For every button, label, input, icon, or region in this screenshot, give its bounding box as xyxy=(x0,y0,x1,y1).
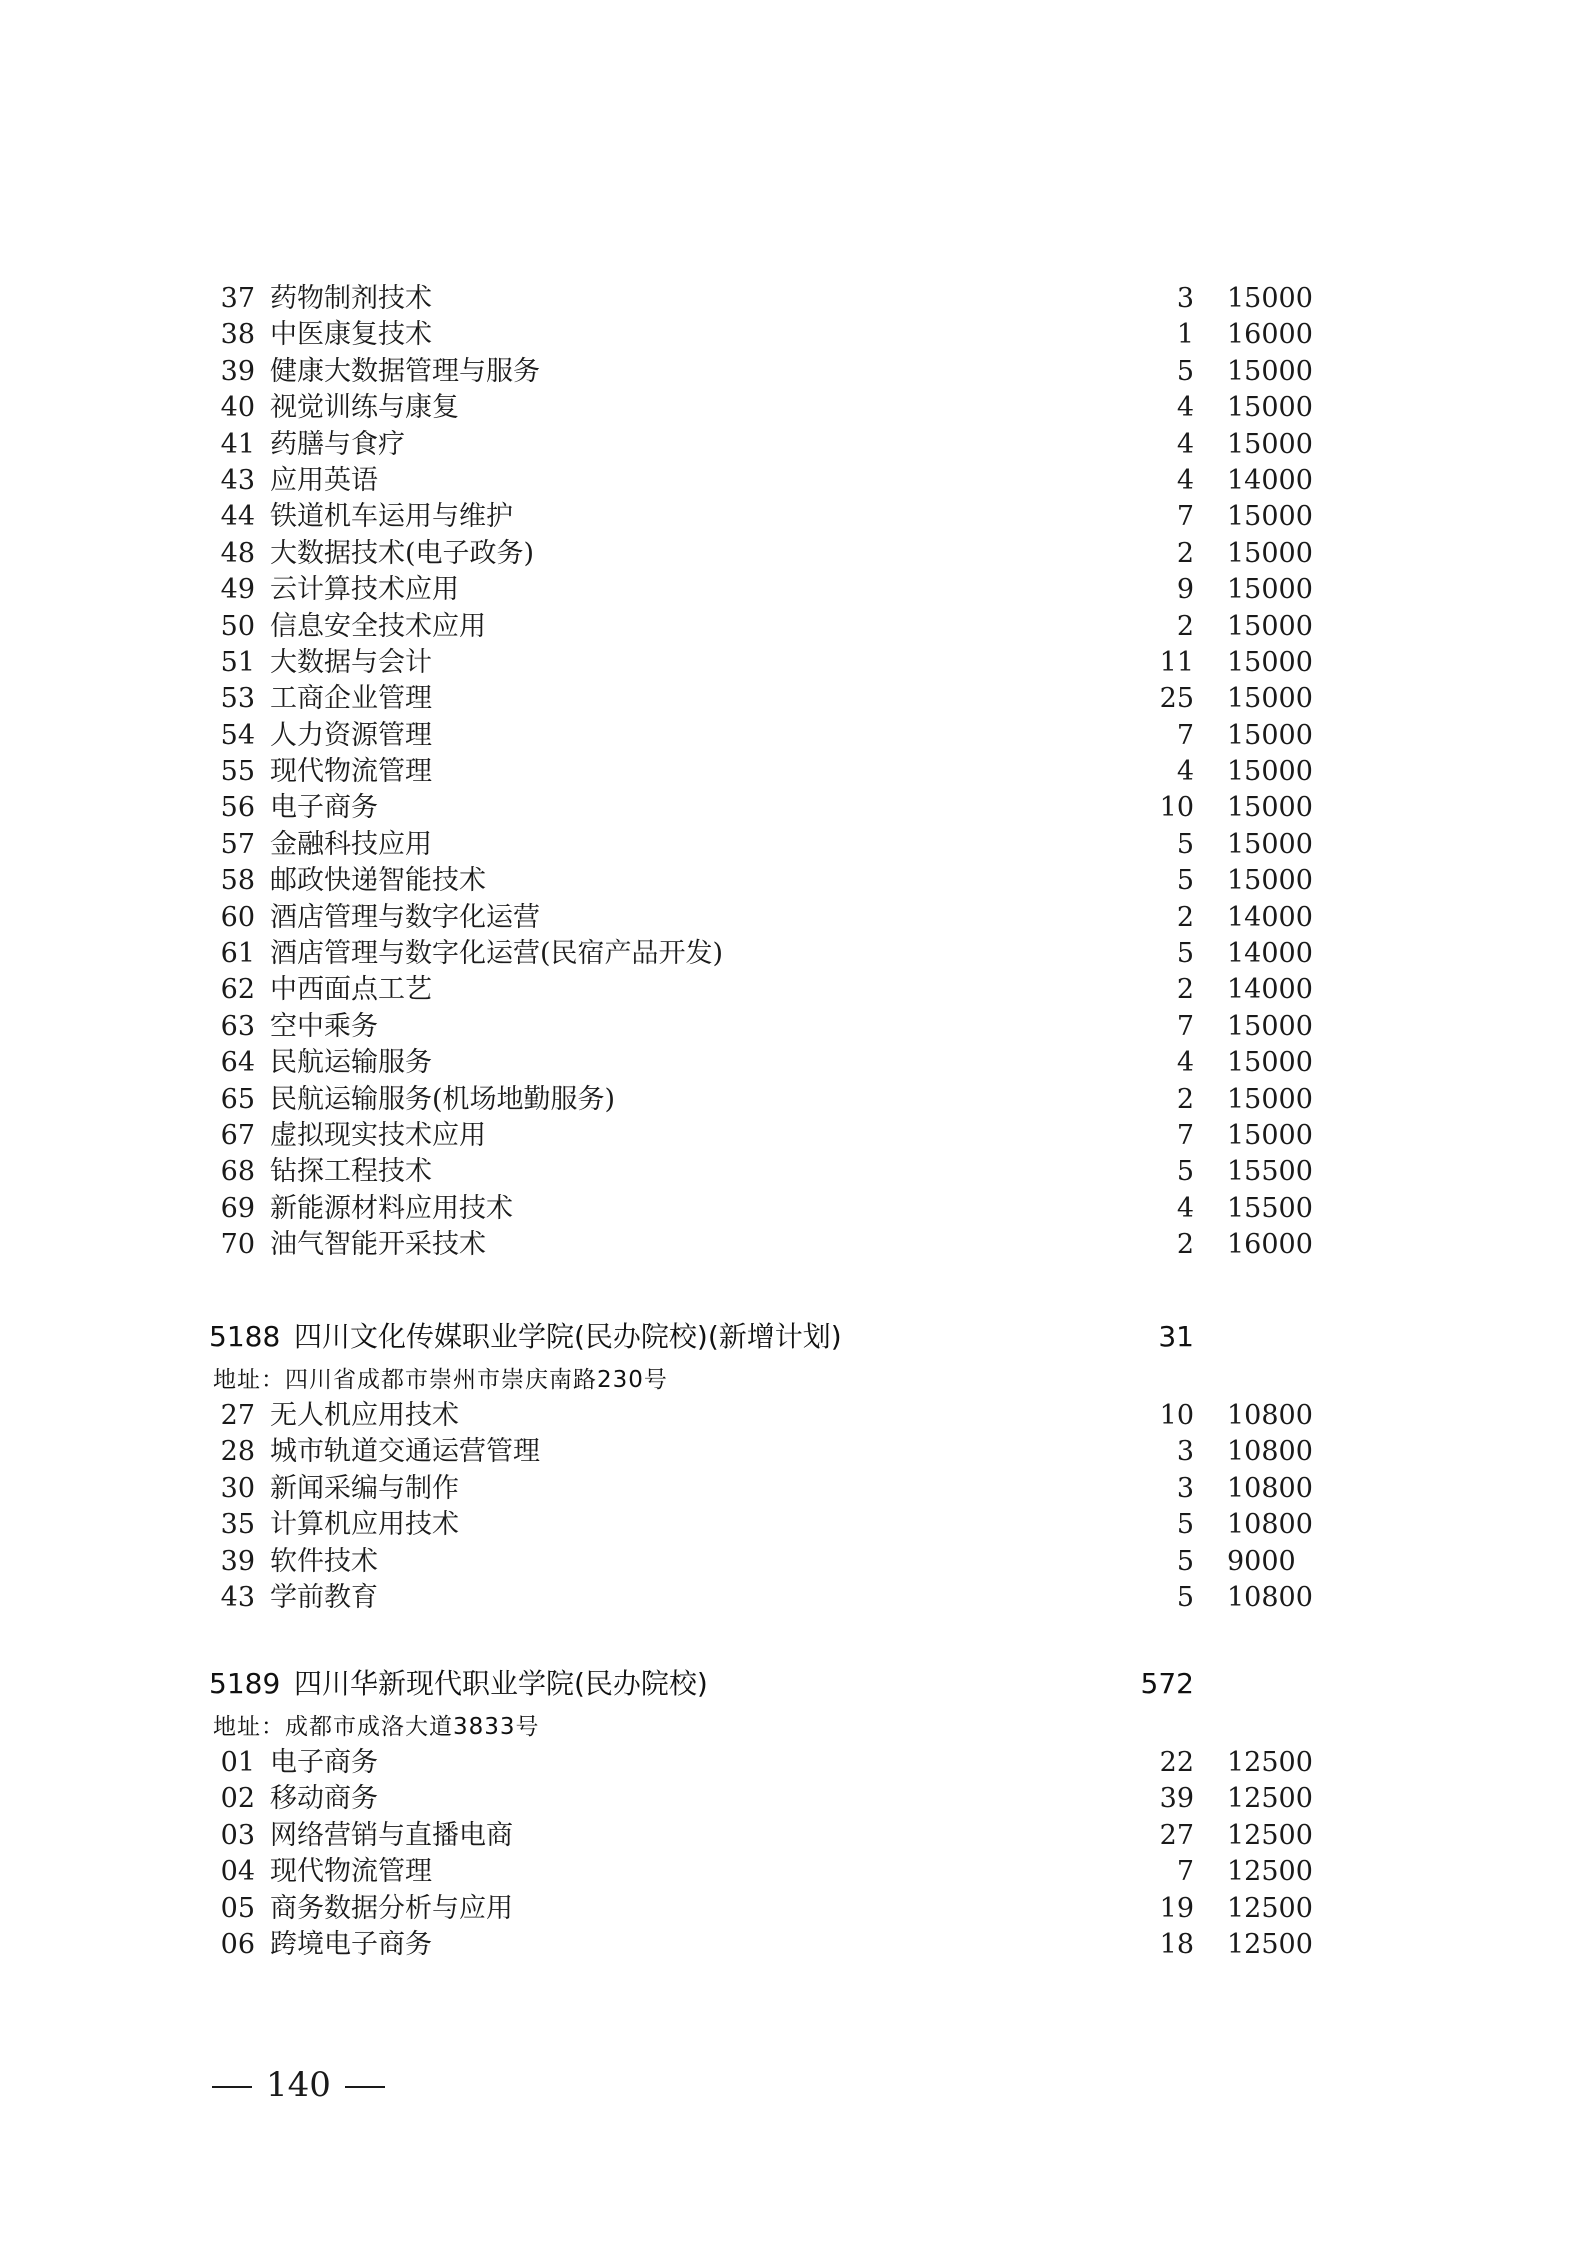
program-code: 54 xyxy=(220,719,255,751)
school-section-5189 xyxy=(0,1659,1587,1963)
program-count: 5 xyxy=(1176,1509,1194,1541)
program-code: 57 xyxy=(220,828,255,860)
page-footer xyxy=(212,2058,385,2112)
program-fee: 15000 xyxy=(1227,865,1313,897)
program-name: 应用英语 xyxy=(270,464,378,496)
program-fee: 10800 xyxy=(1227,1472,1313,1504)
footer-dash-left xyxy=(212,2086,252,2088)
page-number: 140 xyxy=(266,2065,331,2105)
program-code: 67 xyxy=(220,1119,255,1151)
school-name: 四川文化传媒职业学院(民办院校)(新增计划) xyxy=(294,1320,842,1353)
program-fee: 15500 xyxy=(1227,1192,1313,1224)
program-code: 38 xyxy=(220,319,255,351)
program-name: 软件技术 xyxy=(270,1545,378,1577)
program-row xyxy=(0,900,1587,936)
program-row xyxy=(0,1891,1587,1927)
program-count: 2 xyxy=(1176,537,1194,569)
program-count: 2 xyxy=(1176,1229,1194,1261)
footer-dash-right xyxy=(345,2086,385,2088)
program-code: 48 xyxy=(220,537,255,569)
program-code: 28 xyxy=(220,1436,255,1468)
program-fee: 15000 xyxy=(1227,756,1313,788)
program-fee: 12500 xyxy=(1227,1747,1313,1778)
program-name: 中医康复技术 xyxy=(270,319,432,351)
program-name: 药膳与食疗 xyxy=(270,428,405,460)
program-name: 钻探工程技术 xyxy=(270,1156,432,1188)
program-row xyxy=(0,1507,1587,1543)
program-fee: 15000 xyxy=(1227,392,1313,424)
program-name: 工商企业管理 xyxy=(270,683,432,715)
program-count: 2 xyxy=(1176,1083,1194,1115)
program-name: 铁道机车运用与维护 xyxy=(270,501,513,533)
program-code: 50 xyxy=(220,610,255,642)
program-name: 视觉训练与康复 xyxy=(270,392,459,424)
program-fee: 15000 xyxy=(1227,283,1313,314)
program-fee: 12500 xyxy=(1227,1783,1313,1815)
program-count: 5 xyxy=(1176,355,1194,387)
program-row xyxy=(0,1818,1587,1854)
program-count: 4 xyxy=(1176,428,1194,460)
program-name: 学前教育 xyxy=(270,1581,378,1613)
program-count: 3 xyxy=(1176,283,1194,314)
program-name: 现代物流管理 xyxy=(270,756,432,788)
program-code: 06 xyxy=(220,1928,255,1960)
program-code: 39 xyxy=(220,355,255,387)
program-count: 22 xyxy=(1159,1747,1194,1778)
program-name: 信息安全技术应用 xyxy=(270,610,486,642)
program-row xyxy=(0,1854,1587,1890)
program-count: 5 xyxy=(1176,865,1194,897)
program-code: 53 xyxy=(220,683,255,715)
program-code: 44 xyxy=(220,501,255,533)
program-row xyxy=(0,790,1587,826)
program-fee: 14000 xyxy=(1227,938,1313,970)
school-code: 5189 xyxy=(209,1667,281,1700)
program-code: 60 xyxy=(220,901,255,933)
program-count: 3 xyxy=(1176,1472,1194,1504)
program-count: 5 xyxy=(1176,1581,1194,1613)
program-row xyxy=(0,1045,1587,1081)
program-count: 1 xyxy=(1176,319,1194,351)
program-count: 4 xyxy=(1176,464,1194,496)
program-name: 金融科技应用 xyxy=(270,828,432,860)
program-row xyxy=(0,390,1587,426)
program-code: 41 xyxy=(220,428,255,460)
program-fee: 12500 xyxy=(1227,1856,1313,1888)
program-row xyxy=(0,1227,1587,1263)
program-code: 39 xyxy=(220,1545,255,1577)
program-code: 58 xyxy=(220,865,255,897)
school-total: 572 xyxy=(1140,1667,1194,1700)
program-fee: 15000 xyxy=(1227,537,1313,569)
program-name: 云计算技术应用 xyxy=(270,574,459,606)
program-count: 3 xyxy=(1176,1436,1194,1468)
program-count: 10 xyxy=(1159,792,1194,824)
program-count: 4 xyxy=(1176,1192,1194,1224)
program-row xyxy=(0,681,1587,717)
program-fee: 16000 xyxy=(1227,319,1313,351)
school-header xyxy=(0,1312,1587,1362)
program-code: 37 xyxy=(220,283,255,314)
program-count: 39 xyxy=(1159,1783,1194,1815)
program-fee: 15000 xyxy=(1227,610,1313,642)
school-code: 5188 xyxy=(209,1320,281,1353)
program-fee: 15000 xyxy=(1227,574,1313,606)
program-fee: 15000 xyxy=(1227,683,1313,715)
program-code: 43 xyxy=(220,464,255,496)
program-row xyxy=(0,354,1587,390)
program-row xyxy=(0,1398,1587,1434)
program-row xyxy=(0,281,1587,317)
program-code: 68 xyxy=(220,1156,255,1188)
program-name: 邮政快递智能技术 xyxy=(270,865,486,897)
program-code: 51 xyxy=(220,646,255,678)
program-name: 跨境电子商务 xyxy=(270,1928,432,1960)
program-count: 19 xyxy=(1159,1892,1194,1924)
program-fee: 15000 xyxy=(1227,428,1313,460)
program-code: 65 xyxy=(220,1083,255,1115)
program-code: 30 xyxy=(220,1472,255,1504)
program-code: 56 xyxy=(220,792,255,824)
program-count: 11 xyxy=(1159,646,1194,678)
program-name: 计算机应用技术 xyxy=(270,1509,459,1541)
program-code: 05 xyxy=(220,1892,255,1924)
program-count: 10 xyxy=(1159,1400,1194,1431)
program-code: 27 xyxy=(220,1400,255,1431)
program-code: 43 xyxy=(220,1581,255,1613)
program-count: 7 xyxy=(1176,719,1194,751)
school-address: 地址：成都市成洛大道3833号 xyxy=(213,1714,540,1740)
program-count: 27 xyxy=(1159,1819,1194,1851)
program-name: 民航运输服务 xyxy=(270,1047,432,1079)
program-row xyxy=(0,1009,1587,1045)
program-name: 酒店管理与数字化运营(民宿产品开发) xyxy=(270,938,724,970)
program-code: 61 xyxy=(220,938,255,970)
program-code: 35 xyxy=(220,1509,255,1541)
program-list xyxy=(0,1745,1587,1963)
program-name: 新能源材料应用技术 xyxy=(270,1192,513,1224)
program-row xyxy=(0,1927,1587,1963)
program-fee: 10800 xyxy=(1227,1400,1313,1431)
program-fee: 10800 xyxy=(1227,1581,1313,1613)
program-code: 69 xyxy=(220,1192,255,1224)
program-list xyxy=(0,1398,1587,1616)
program-count: 7 xyxy=(1176,501,1194,533)
program-row xyxy=(0,1082,1587,1118)
program-row xyxy=(0,1154,1587,1190)
program-fee: 15000 xyxy=(1227,646,1313,678)
program-fee: 9000 xyxy=(1227,1545,1296,1577)
program-name: 网络营销与直播电商 xyxy=(270,1819,513,1851)
program-count: 5 xyxy=(1176,828,1194,860)
program-row xyxy=(0,536,1587,572)
program-count: 5 xyxy=(1176,938,1194,970)
program-count: 4 xyxy=(1176,756,1194,788)
program-row xyxy=(0,1544,1587,1580)
program-fee: 15000 xyxy=(1227,1083,1313,1115)
program-code: 62 xyxy=(220,974,255,1006)
program-row xyxy=(0,863,1587,899)
program-fee: 10800 xyxy=(1227,1509,1313,1541)
program-count: 7 xyxy=(1176,1856,1194,1888)
program-count: 2 xyxy=(1176,974,1194,1006)
program-name: 健康大数据管理与服务 xyxy=(270,355,540,387)
program-fee: 14000 xyxy=(1227,901,1313,933)
program-name: 电子商务 xyxy=(270,792,378,824)
program-count: 4 xyxy=(1176,1047,1194,1079)
program-row xyxy=(0,972,1587,1008)
program-code: 40 xyxy=(220,392,255,424)
program-name: 民航运输服务(机场地勤服务) xyxy=(270,1083,616,1115)
program-name: 移动商务 xyxy=(270,1783,378,1815)
school-total: 31 xyxy=(1158,1320,1194,1353)
program-fee: 15000 xyxy=(1227,1010,1313,1042)
program-count: 5 xyxy=(1176,1156,1194,1188)
program-count: 4 xyxy=(1176,392,1194,424)
program-row xyxy=(0,572,1587,608)
program-name: 酒店管理与数字化运营 xyxy=(270,901,540,933)
program-name: 中西面点工艺 xyxy=(270,974,432,1006)
program-fee: 15000 xyxy=(1227,1119,1313,1151)
program-row xyxy=(0,317,1587,353)
program-fee: 15000 xyxy=(1227,501,1313,533)
program-fee: 15000 xyxy=(1227,1047,1313,1079)
program-row xyxy=(0,1580,1587,1616)
program-row xyxy=(0,1191,1587,1227)
program-code: 70 xyxy=(220,1229,255,1261)
program-fee: 15500 xyxy=(1227,1156,1313,1188)
program-code: 63 xyxy=(220,1010,255,1042)
program-row xyxy=(0,1745,1587,1781)
program-row xyxy=(0,1471,1587,1507)
program-code: 64 xyxy=(220,1047,255,1079)
program-fee: 12500 xyxy=(1227,1928,1313,1960)
program-code: 55 xyxy=(220,756,255,788)
program-row xyxy=(0,499,1587,535)
program-list-continued xyxy=(0,281,1587,1264)
program-fee: 16000 xyxy=(1227,1229,1313,1261)
program-row xyxy=(0,1781,1587,1817)
program-fee: 10800 xyxy=(1227,1436,1313,1468)
program-fee: 12500 xyxy=(1227,1819,1313,1851)
program-name: 无人机应用技术 xyxy=(270,1400,459,1431)
program-count: 7 xyxy=(1176,1010,1194,1042)
program-code: 02 xyxy=(220,1783,255,1815)
program-fee: 15000 xyxy=(1227,719,1313,751)
program-name: 电子商务 xyxy=(270,1747,378,1778)
program-fee: 15000 xyxy=(1227,828,1313,860)
program-row xyxy=(0,609,1587,645)
program-count: 25 xyxy=(1159,683,1194,715)
program-count: 2 xyxy=(1176,901,1194,933)
program-fee: 14000 xyxy=(1227,974,1313,1006)
program-fee: 15000 xyxy=(1227,792,1313,824)
program-name: 城市轨道交通运营管理 xyxy=(270,1436,540,1468)
program-name: 空中乘务 xyxy=(270,1010,378,1042)
program-count: 9 xyxy=(1176,574,1194,606)
school-address: 地址：四川省成都市崇州市崇庆南路230号 xyxy=(213,1367,668,1393)
program-row xyxy=(0,427,1587,463)
program-count: 7 xyxy=(1176,1119,1194,1151)
school-header xyxy=(0,1659,1587,1709)
program-row xyxy=(0,754,1587,790)
program-row xyxy=(0,463,1587,499)
program-name: 商务数据分析与应用 xyxy=(270,1892,513,1924)
program-fee: 14000 xyxy=(1227,464,1313,496)
program-code: 03 xyxy=(220,1819,255,1851)
program-row xyxy=(0,645,1587,681)
program-name: 人力资源管理 xyxy=(270,719,432,751)
program-count: 5 xyxy=(1176,1545,1194,1577)
program-code: 04 xyxy=(220,1856,255,1888)
program-name: 药物制剂技术 xyxy=(270,283,432,314)
program-row xyxy=(0,718,1587,754)
program-fee: 15000 xyxy=(1227,355,1313,387)
school-section-5188 xyxy=(0,1312,1587,1616)
program-fee: 12500 xyxy=(1227,1892,1313,1924)
program-code: 49 xyxy=(220,574,255,606)
program-row xyxy=(0,827,1587,863)
program-name: 大数据技术(电子政务) xyxy=(270,537,535,569)
program-name: 新闻采编与制作 xyxy=(270,1472,459,1504)
program-name: 现代物流管理 xyxy=(270,1856,432,1888)
program-row xyxy=(0,1118,1587,1154)
program-name: 油气智能开采技术 xyxy=(270,1229,486,1261)
program-code: 01 xyxy=(220,1747,255,1778)
program-name: 大数据与会计 xyxy=(270,646,432,678)
program-row xyxy=(0,1434,1587,1470)
program-row xyxy=(0,936,1587,972)
school-name: 四川华新现代职业学院(民办院校) xyxy=(294,1667,708,1700)
program-count: 18 xyxy=(1159,1928,1194,1960)
program-count: 2 xyxy=(1176,610,1194,642)
program-name: 虚拟现实技术应用 xyxy=(270,1119,486,1151)
